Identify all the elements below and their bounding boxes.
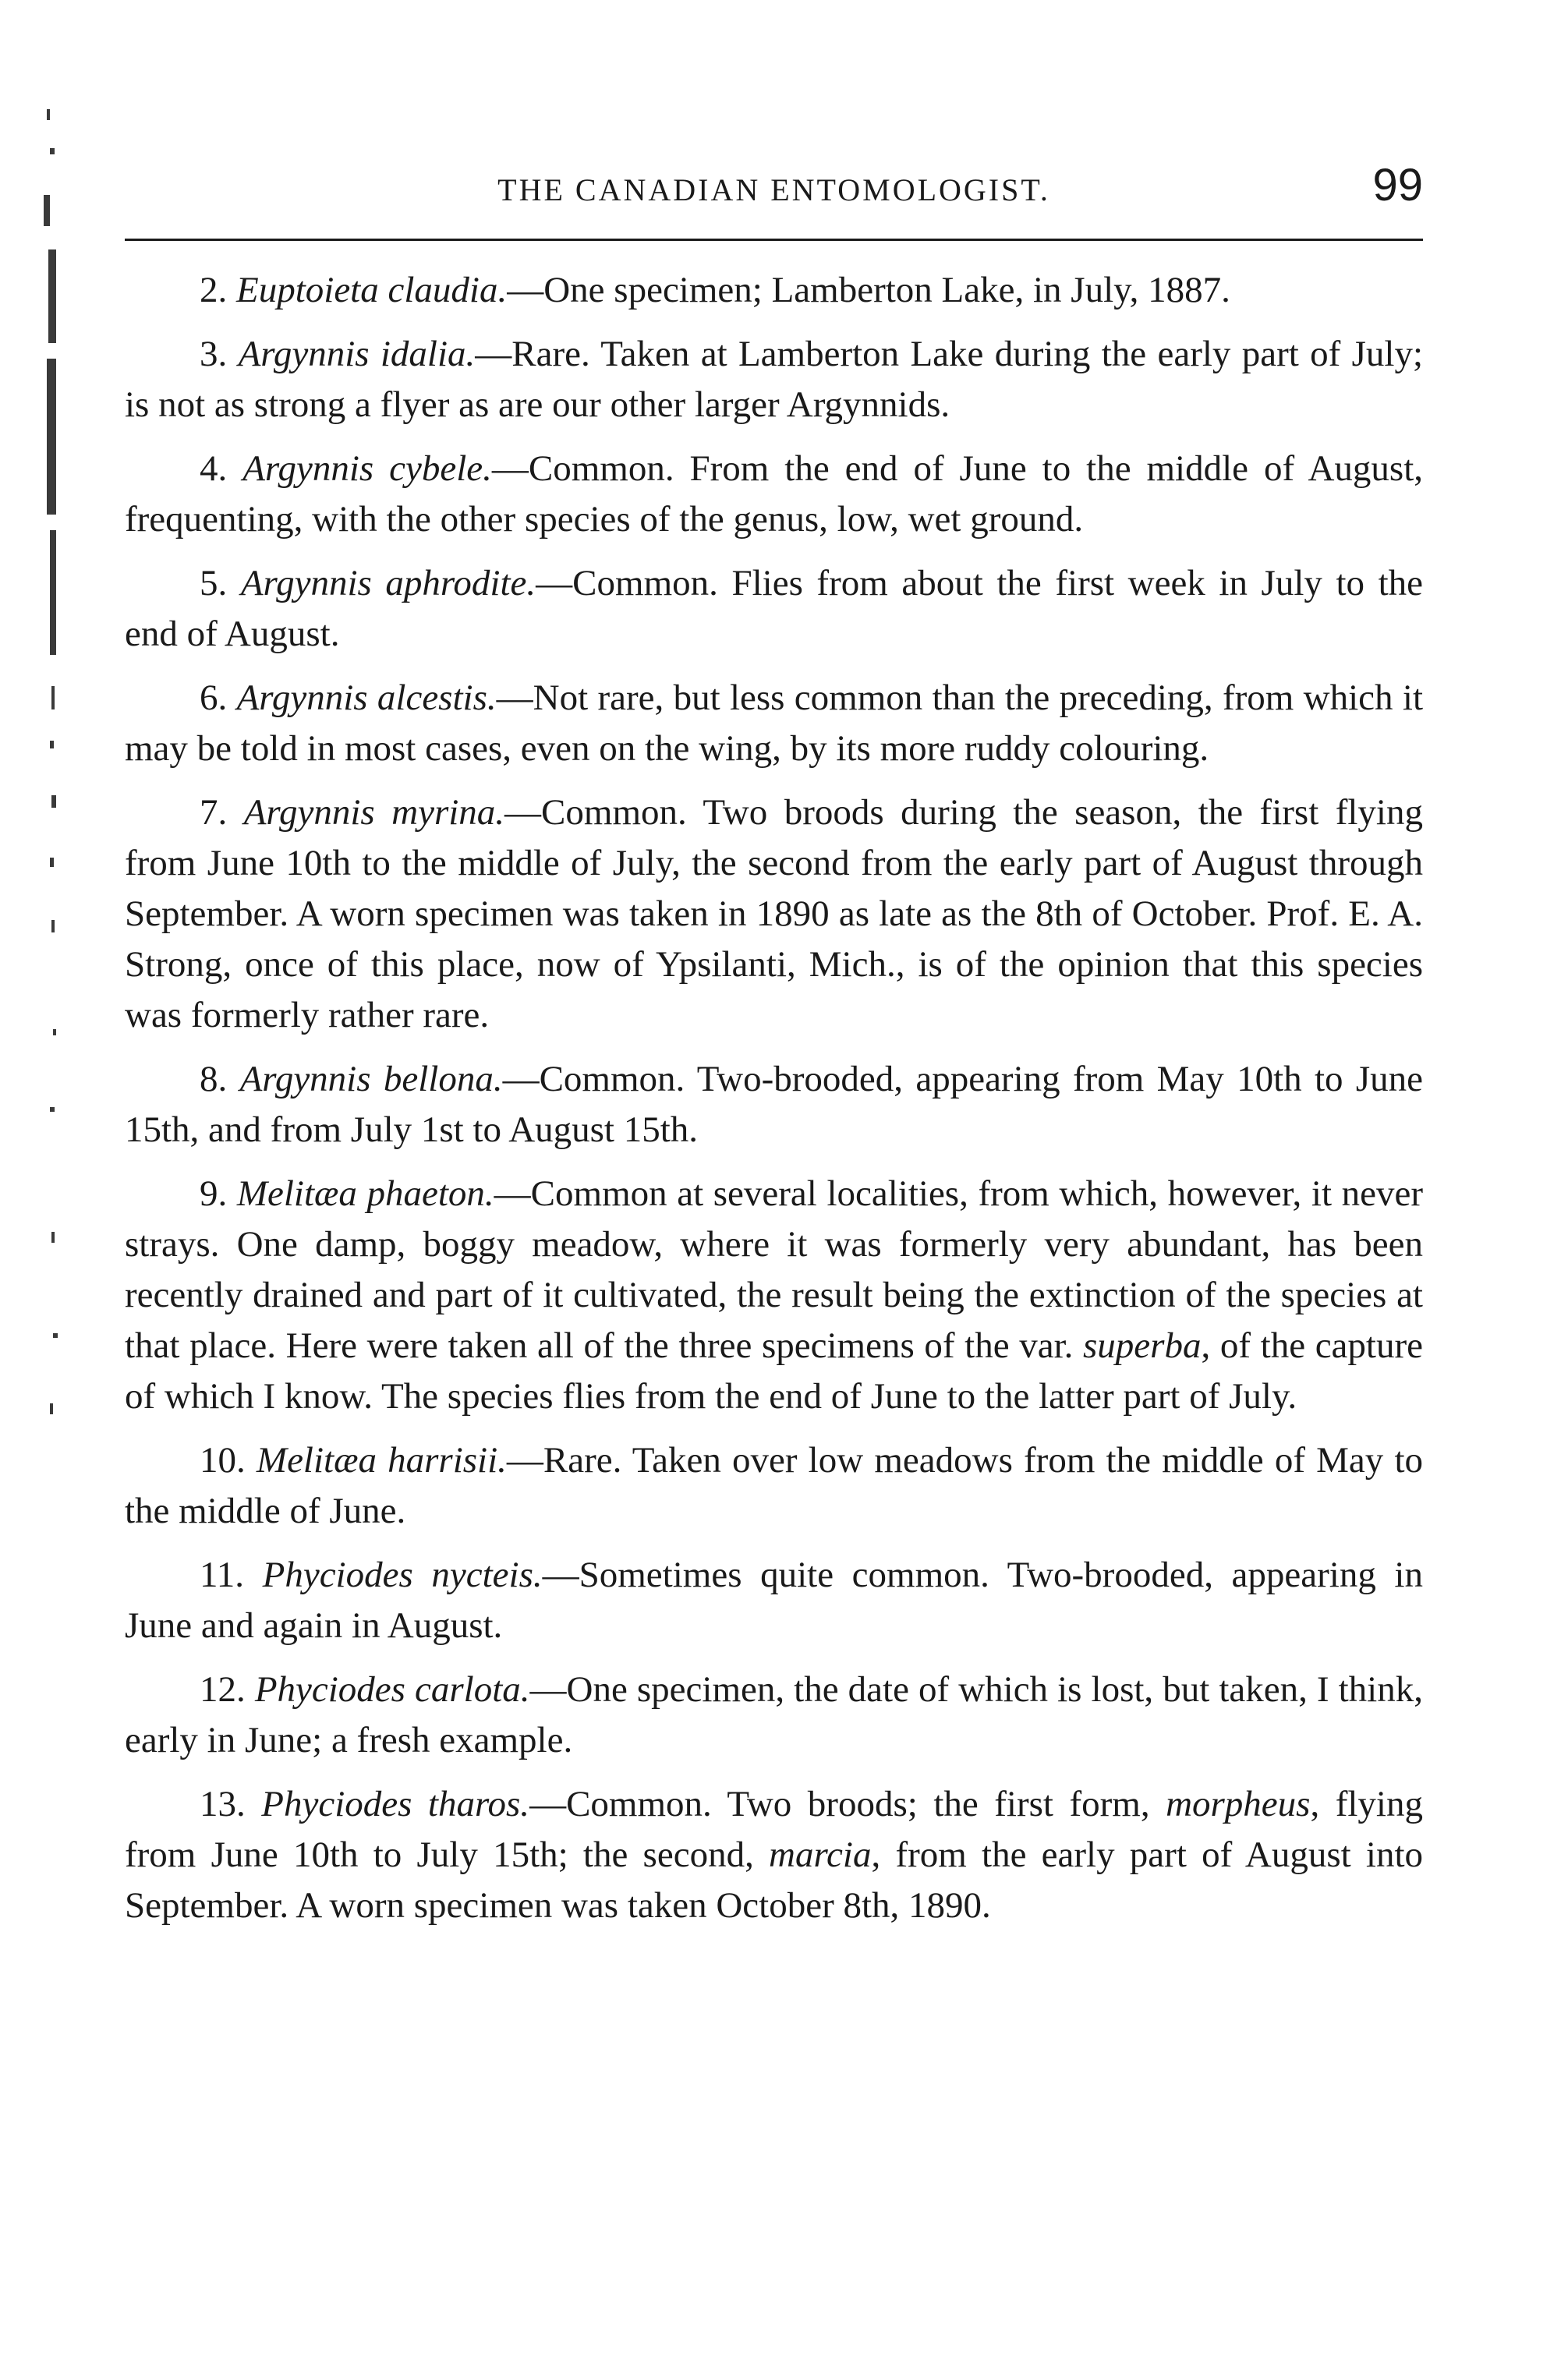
species-entry	[125, 444, 1423, 545]
entry-text: —One specimen, the date of which is lost, but taken, I think, early in June; a fresh example.	[125, 1669, 1423, 1760]
entry-number: 2.	[200, 270, 228, 310]
species-name: Argynnis myrina.	[243, 792, 505, 833]
header-rule	[125, 239, 1423, 241]
entry-text: —One specimen; Lamberton Lake, in July, 1887.	[507, 270, 1230, 310]
entry-text-continued: , flying from June 10th to July 15th; the second,	[125, 1784, 1423, 1875]
entry-number: 8.	[200, 1059, 228, 1099]
entry-number: 5.	[200, 563, 228, 603]
entry-text: —Rare. Taken over low meadows from the middle of May to the middle of June.	[125, 1440, 1423, 1531]
variety-name: superba	[1083, 1325, 1202, 1366]
body-text	[125, 265, 1423, 1944]
entry-text: —Common. Two-brooded, appearing from May 10th to June 15th, and from July 1st to August 15th.	[125, 1059, 1423, 1150]
species-name: Phyciodes tharos.	[261, 1784, 530, 1824]
entry-number: 3.	[200, 334, 228, 374]
species-entry	[125, 558, 1423, 660]
species-entry	[125, 787, 1423, 1041]
species-entry	[125, 1054, 1423, 1155]
species-name: Melitæa harrisii.	[256, 1440, 507, 1481]
entry-number: 4.	[200, 448, 228, 489]
species-name: Argynnis bellona.	[239, 1059, 503, 1099]
entry-number: 7.	[200, 792, 228, 833]
species-name: Melitæa phaeton.	[236, 1173, 494, 1214]
form-name: morpheus	[1166, 1784, 1311, 1824]
species-entry	[125, 265, 1423, 316]
page-number: 99	[1372, 160, 1423, 211]
species-entry	[125, 1665, 1423, 1766]
entry-number: 10.	[200, 1440, 246, 1481]
entry-text: —Common. Two broods during the season, the first flying from June 10th to the middle of July, the second from the early part of August through September. A worn specimen was taken in 1890 as late as the 8th of October. Prof. E. A. Strong, once of this place, now of Ypsilanti, Mich., is of the opinion that this species was formerly rather rare.	[125, 792, 1423, 1035]
species-entry	[125, 329, 1423, 430]
form-name: marcia	[769, 1835, 872, 1875]
species-name: Argynnis aphrodite.	[240, 563, 536, 603]
species-entry	[125, 1779, 1423, 1931]
entry-number: 13.	[200, 1784, 246, 1824]
entry-number: 9.	[200, 1173, 228, 1214]
entry-text: —Not rare, but less common than the preceding, from which it may be told in most cases, even on the wing, by its more ruddy colouring.	[125, 678, 1423, 769]
page-header	[125, 156, 1423, 218]
entry-text: —Common. From the end of June to the middle of August, frequenting, with the other species of the genus, low, wet ground.	[125, 448, 1424, 540]
entry-number: 6.	[200, 678, 228, 718]
entry-number: 11.	[200, 1555, 245, 1595]
entry-text: —Rare. Taken at Lamberton Lake during the early part of July; is not as strong a flyer as are our other larger Argynnids.	[125, 334, 1424, 425]
species-name: Euptoieta claudia.	[236, 270, 508, 310]
entry-text-continued: , from the early part of August into September. A worn specimen was taken October 8th, 1890.	[125, 1835, 1424, 1926]
species-name: Phyciodes carlota.	[254, 1669, 530, 1710]
species-entry	[125, 1550, 1423, 1651]
entry-text: —Common at several localities, from which, however, it never strays. One damp, boggy meadow, where it was formerly very abundant, has been recently drained and part of it cultivated, the result being the extinction of the species at that place. Here were taken all of the three specimens of the var.	[125, 1173, 1423, 1366]
species-name: Argynnis cybele.	[242, 448, 492, 489]
species-name: Argynnis alcestis.	[236, 678, 497, 718]
entry-text: —Sometimes quite common. Two-brooded, appearing in June and again in August.	[125, 1555, 1423, 1646]
entry-text-continued: , of the capture of which I know. The species flies from the end of June to the latter part of July.	[125, 1325, 1423, 1417]
species-entry	[125, 1169, 1423, 1422]
species-entry	[125, 673, 1423, 774]
entry-number: 12.	[200, 1669, 246, 1710]
species-entry	[125, 1435, 1423, 1537]
margin-print-specks	[16, 94, 62, 1497]
species-name: Phyciodes nycteis.	[262, 1555, 543, 1595]
running-head: THE CANADIAN ENTOMOLOGIST.	[497, 172, 1050, 207]
species-name: Argynnis idalia.	[238, 334, 476, 374]
entry-text: —Common. Two broods; the first form,	[529, 1784, 1166, 1824]
entry-text: —Common. Flies from about the first week in July to the end of August.	[125, 563, 1424, 654]
